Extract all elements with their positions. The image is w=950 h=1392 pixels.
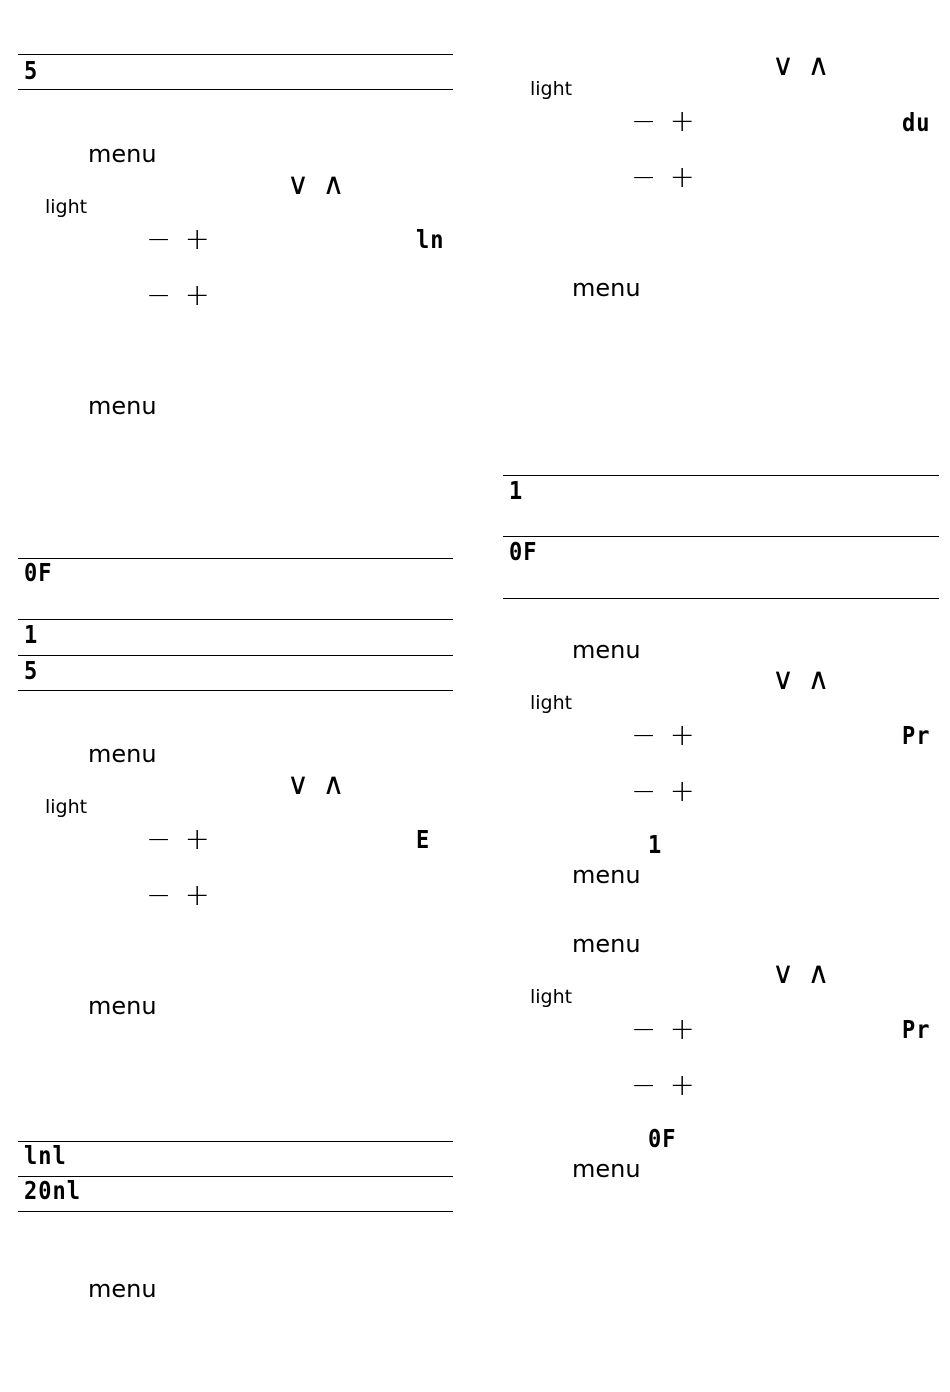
table-rule [18, 558, 453, 559]
table-rule [503, 536, 939, 537]
down-up-arrows-icon: ∨ ∧ [287, 767, 347, 802]
table-rule [18, 89, 453, 90]
lcd-display: Pr [902, 722, 931, 751]
menu-button-label: menu [572, 636, 641, 664]
lcd-value: 20nl [24, 1177, 81, 1206]
lcd-display: ln [416, 226, 445, 255]
table-rule [18, 619, 453, 620]
table-rule [18, 1211, 453, 1212]
lcd-value: lnl [24, 1142, 67, 1171]
table-rule [18, 1141, 453, 1142]
menu-button-label: menu [88, 140, 157, 168]
down-up-arrows-icon: ∨ ∧ [772, 662, 832, 697]
menu-button-label: menu [88, 1275, 157, 1303]
down-up-arrows-icon: ∨ ∧ [772, 956, 832, 991]
lcd-value: 5 [24, 57, 39, 86]
lcd-display: E [416, 826, 431, 855]
lcd-display: du [902, 109, 931, 138]
table-rule [503, 475, 939, 476]
lcd-value: 1 [648, 831, 663, 860]
minus-plus-icon: − + [631, 160, 697, 195]
table-rule [503, 598, 939, 599]
menu-button-label: menu [88, 392, 157, 420]
minus-plus-icon: − + [146, 822, 212, 857]
lcd-display: Pr [902, 1016, 931, 1045]
minus-plus-icon: − + [146, 878, 212, 913]
table-rule [18, 690, 453, 691]
light-button-label: light [45, 796, 88, 818]
table-rule [18, 655, 453, 656]
menu-button-label: menu [572, 861, 641, 889]
minus-plus-icon: − + [146, 278, 212, 313]
lcd-value: 1 [509, 477, 524, 506]
menu-button-label: menu [572, 1155, 641, 1183]
lcd-value: 0F [648, 1125, 677, 1154]
lcd-value: 5 [24, 657, 39, 686]
menu-button-label: menu [572, 930, 641, 958]
down-up-arrows-icon: ∨ ∧ [772, 48, 832, 83]
down-up-arrows-icon: ∨ ∧ [287, 167, 347, 202]
menu-button-label: menu [88, 992, 157, 1020]
light-button-label: light [45, 196, 88, 218]
minus-plus-icon: − + [631, 774, 697, 809]
minus-plus-icon: − + [631, 1068, 697, 1103]
lcd-value: 0F [24, 559, 53, 588]
table-rule [18, 1176, 453, 1177]
table-rule [18, 54, 453, 55]
light-button-label: light [530, 78, 573, 100]
light-button-label: light [530, 986, 573, 1008]
menu-button-label: menu [572, 274, 641, 302]
lcd-value: 1 [24, 621, 39, 650]
minus-plus-icon: − + [631, 718, 697, 753]
minus-plus-icon: − + [631, 104, 697, 139]
minus-plus-icon: − + [631, 1012, 697, 1047]
menu-button-label: menu [88, 740, 157, 768]
light-button-label: light [530, 692, 573, 714]
lcd-value: 0F [509, 538, 538, 567]
minus-plus-icon: − + [146, 222, 212, 257]
